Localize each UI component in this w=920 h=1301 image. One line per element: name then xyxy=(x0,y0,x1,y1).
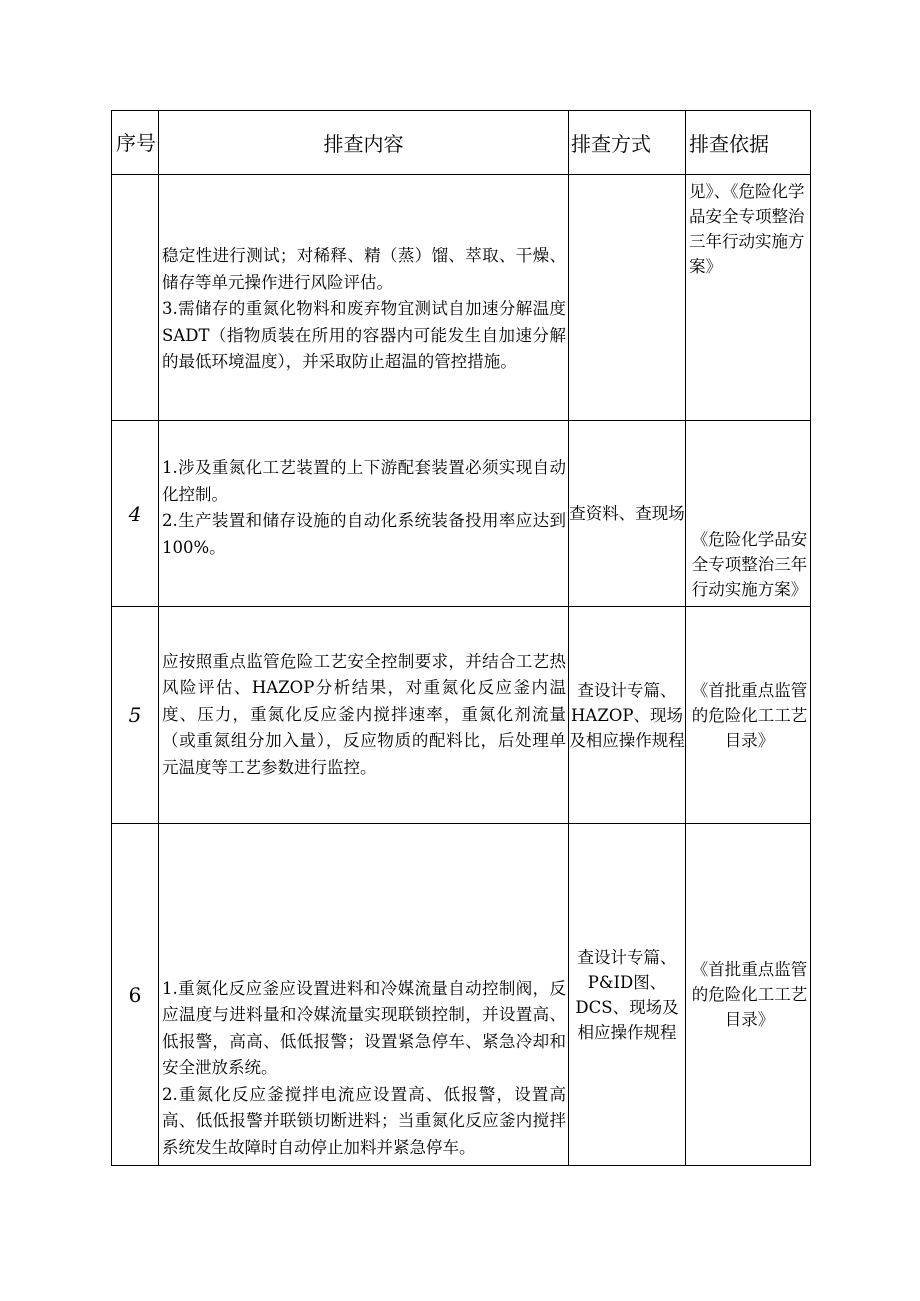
content-paragraph: 1.涉及重氮化工艺装置的上下游配套装置必须实现自动化控制。 xyxy=(162,458,566,504)
row-content xyxy=(159,824,569,1166)
row-content xyxy=(159,421,569,607)
content-paragraph: 1.重氮化反应釜应设置进料和冷媒流量自动控制阀，反应温度与进料量和冷媒流量实现联锁控制，并设置高、低报警，高高、低低报警；设置紧急停车、紧急冷却和安全泄放系统。 xyxy=(162,978,566,1077)
inspection-table xyxy=(111,110,811,1166)
content-paragraph: 3.需储存的重氮化物料和废弃物宜测试自加速分解温度SADT（指物质装在所用的容器内可能发生自加速分解的最低环境温度），并采取防止超温的管控措施。 xyxy=(162,299,566,371)
header-content: 排查内容 xyxy=(159,111,569,175)
row-content: 应按照重点监管危险工艺安全控制要求，并结合工艺热风险评估、HAZOP分析结果，对重氮化反应釜内温度、压力，重氮化反应釜内搅拌速率，重氮化剂流量（或重氮组分加入量），反应物质的配料比，后处理单元温度等工艺参数进行监控。 xyxy=(159,607,569,824)
row-basis: 《首批重点监管的危险化工工艺目录》 xyxy=(686,824,811,1166)
row-number: 5 xyxy=(112,607,159,824)
row-basis: 见》、《危险化学品安全专项整治三年行动实施方案》 xyxy=(686,175,811,421)
row-method xyxy=(569,175,686,421)
table-row xyxy=(112,175,811,421)
row-method: 查设计专篇、P&ID图、DCS、现场及相应操作规程 xyxy=(569,824,686,1166)
header-seq: 序号 xyxy=(112,111,159,175)
header-method: 排查方式 xyxy=(569,111,686,175)
row-method: 查设计专篇、HAZOP、现场及相应操作规程 xyxy=(569,607,686,824)
row-method: 查资料、查现场 xyxy=(569,421,686,607)
table-header-row xyxy=(112,111,811,175)
table-row xyxy=(112,824,811,1166)
content-paragraph: 2.重氮化反应釜搅拌电流应设置高、低报警，设置高高、低低报警并联锁切断进料；当重氮化反应釜内搅拌系统发生故障时自动停止加料并紧急停车。 xyxy=(162,1084,566,1157)
row-basis: 《危险化学品安全专项整治三年行动实施方案》 xyxy=(686,421,811,607)
table-row xyxy=(112,421,811,607)
row-basis: 《首批重点监管的危险化工工艺目录》 xyxy=(686,607,811,824)
content-paragraph: 2.生产装置和储存设施的自动化系统装备投用率应达到100%。 xyxy=(162,511,566,557)
row-content xyxy=(159,175,569,421)
row-number: 4 xyxy=(112,421,159,607)
table-row xyxy=(112,607,811,824)
header-basis: 排查依据 xyxy=(686,111,811,175)
content-paragraph: 稳定性进行测试；对稀释、精（蒸）馏、萃取、干燥、储存等单元操作进行风险评估。 xyxy=(162,246,566,292)
row-number: 6 xyxy=(112,824,159,1166)
